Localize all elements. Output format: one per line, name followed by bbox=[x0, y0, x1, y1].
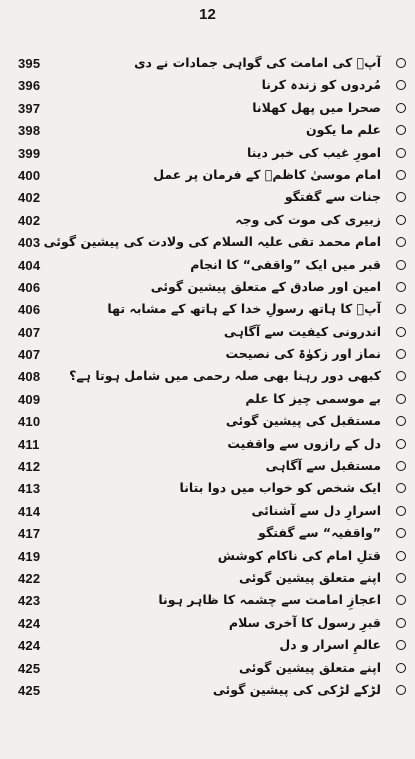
toc-page-number: 419 bbox=[18, 548, 41, 564]
bullet-circle-icon bbox=[396, 58, 406, 68]
toc-page-number: 395 bbox=[18, 56, 41, 71]
bullet-circle-icon bbox=[396, 461, 406, 471]
bullet-circle-icon bbox=[396, 685, 406, 695]
toc-page-number: 408 bbox=[18, 369, 41, 385]
toc-entry bbox=[0, 590, 415, 612]
toc-page-number: 396 bbox=[18, 78, 41, 94]
toc-title: قبرِ رسول کا آخری سلام bbox=[228, 614, 381, 630]
bullet-circle-icon bbox=[396, 528, 406, 538]
bullet-circle-icon bbox=[396, 573, 406, 583]
bullet-circle-icon bbox=[396, 282, 406, 292]
toc-title: آپؑ کا ہاتھ رسولِ خدا کے ہاتھ کے مشابہ تھا bbox=[107, 301, 381, 317]
bullet-circle-icon bbox=[396, 618, 406, 628]
toc-page-number: 398 bbox=[18, 123, 41, 139]
toc-title: اعجازِ امامت سے چشمہ کا ظاہر ہونا bbox=[158, 592, 381, 608]
bullet-circle-icon bbox=[396, 327, 406, 337]
toc-entry bbox=[0, 187, 415, 209]
bullet-circle-icon bbox=[396, 349, 406, 359]
bullet-circle-icon bbox=[396, 260, 406, 270]
toc-title: امین اور صادق کے متعلق پیشین گوئی bbox=[150, 278, 381, 294]
toc-entry bbox=[0, 635, 415, 657]
bullet-circle-icon bbox=[396, 215, 406, 225]
toc-page-number: 425 bbox=[18, 682, 41, 698]
toc-page-number: 402 bbox=[18, 190, 41, 206]
toc-title: اپنے متعلق پیشین گوئی bbox=[238, 659, 381, 675]
toc-page-number: 424 bbox=[18, 615, 41, 631]
page-number: 12 bbox=[199, 6, 216, 23]
toc-entry bbox=[0, 143, 415, 165]
toc-entry bbox=[0, 165, 415, 187]
toc-title: مستقبل سے آگاہی bbox=[265, 458, 381, 474]
toc-title: قبر میں ایک ”واقفی“ کا انجام bbox=[190, 256, 381, 272]
toc-page-number: 399 bbox=[18, 145, 41, 161]
toc-page-number: 424 bbox=[18, 638, 41, 654]
toc-entry bbox=[0, 120, 415, 142]
toc-page-number: 412 bbox=[18, 459, 41, 475]
toc-title: زبیری کی موت کی وجہ bbox=[235, 211, 381, 227]
toc-entry bbox=[0, 344, 415, 366]
bullet-circle-icon bbox=[396, 103, 406, 113]
toc-title: بے موسمی چیز کا علم bbox=[245, 390, 381, 406]
toc-entry bbox=[0, 456, 415, 478]
toc-title: مُردوں کو زندہ کرنا bbox=[261, 77, 381, 93]
toc-title: دل کے رازوں سے واقفیت bbox=[227, 435, 381, 451]
toc-entry bbox=[0, 98, 415, 120]
toc-page-number: 411 bbox=[18, 436, 40, 452]
toc-entry bbox=[0, 210, 415, 232]
toc-entry bbox=[0, 232, 415, 254]
toc-title: امام موسیٰ کاظمؑ کے فرمان پر عمل bbox=[153, 166, 381, 182]
bullet-circle-icon bbox=[396, 506, 406, 516]
toc-entry bbox=[0, 613, 415, 635]
toc-page-number: 403 bbox=[18, 235, 41, 251]
toc-title: مستقبل کی پیشین گوئی bbox=[225, 413, 381, 429]
bullet-circle-icon bbox=[396, 170, 406, 180]
toc-entry bbox=[0, 277, 415, 299]
toc-entry bbox=[0, 501, 415, 523]
bullet-circle-icon bbox=[396, 192, 406, 202]
toc-entry bbox=[0, 546, 415, 568]
toc-page-number: 422 bbox=[18, 570, 41, 586]
toc-entry bbox=[0, 389, 415, 411]
toc-page-number: 413 bbox=[18, 481, 41, 497]
toc-page-number: 417 bbox=[18, 526, 41, 542]
toc-page-number: 409 bbox=[18, 391, 41, 407]
toc-title: قتلِ امام کی ناکام کوشش bbox=[217, 547, 381, 563]
toc-title: ”واقفیہ“ سے گفتگو bbox=[258, 525, 381, 541]
bullet-circle-icon bbox=[396, 80, 406, 90]
toc-title: اسرارِ دل سے آشنائی bbox=[251, 502, 381, 518]
toc-entry bbox=[0, 434, 415, 456]
toc-entry bbox=[0, 75, 415, 97]
toc-entry bbox=[0, 411, 415, 433]
toc-title: عالمِ اسرار و دل bbox=[279, 637, 381, 653]
bullet-circle-icon bbox=[396, 125, 406, 135]
toc-page-number: 400 bbox=[18, 167, 41, 183]
toc-page-number: 402 bbox=[18, 212, 41, 228]
toc-entry bbox=[0, 255, 415, 277]
toc-title: اندرونی کیفیت سے آگاہی bbox=[223, 323, 381, 339]
bullet-circle-icon bbox=[396, 304, 406, 314]
toc-title: نماز اور زکوٰۃ کی نصیحت bbox=[225, 346, 381, 362]
toc-title: امام محمد تقی علیہ السلام کی ولادت کی پیشین گوئی bbox=[43, 234, 381, 250]
bullet-circle-icon bbox=[396, 595, 406, 605]
toc-title: صحرا میں پھل کھلانا bbox=[252, 99, 381, 115]
bullet-circle-icon bbox=[396, 148, 406, 158]
toc-entry bbox=[0, 478, 415, 500]
toc-title: ایک شخص کو خواب میں دوا بتانا bbox=[179, 480, 381, 496]
toc-entry bbox=[0, 366, 415, 388]
bullet-circle-icon bbox=[396, 663, 406, 673]
toc-page-number: 407 bbox=[18, 347, 41, 363]
bullet-circle-icon bbox=[396, 371, 406, 381]
toc-entry bbox=[0, 568, 415, 590]
toc-entry bbox=[0, 299, 415, 321]
toc-entry bbox=[0, 322, 415, 344]
bullet-circle-icon bbox=[396, 439, 406, 449]
bullet-circle-icon bbox=[396, 394, 406, 404]
toc-title: علم ما یکون bbox=[305, 122, 381, 138]
toc-entry bbox=[0, 658, 415, 680]
toc-title: آپؑ کی امامت کی گواہی جمادات نے دی bbox=[134, 55, 381, 70]
bullet-circle-icon bbox=[396, 640, 406, 650]
toc-page-number: 410 bbox=[18, 414, 41, 430]
toc-title: کبھی دور رہنا بھی صلہ رحمی میں شامل ہوتا ہے؟ bbox=[69, 368, 381, 384]
toc-entry bbox=[0, 53, 415, 75]
toc-title: اپنے متعلق پیشین گوئی bbox=[238, 569, 381, 585]
toc-page-number: 406 bbox=[18, 279, 41, 295]
toc-page-number: 414 bbox=[18, 503, 41, 519]
toc-page-number: 423 bbox=[18, 593, 41, 609]
toc-page-number: 397 bbox=[18, 100, 41, 116]
bullet-circle-icon bbox=[396, 483, 406, 493]
toc-title: امورِ غیب کی خبر دینا bbox=[246, 144, 381, 160]
bullet-circle-icon bbox=[396, 237, 406, 247]
toc-entry bbox=[0, 523, 415, 545]
toc-page-number: 407 bbox=[18, 324, 41, 340]
toc-page-number: 406 bbox=[18, 302, 41, 318]
bullet-circle-icon bbox=[396, 551, 406, 561]
bullet-circle-icon bbox=[396, 416, 406, 426]
toc-title: لڑکے لڑکی کی پیشین گوئی bbox=[212, 681, 381, 697]
toc-entry bbox=[0, 680, 415, 702]
toc-page-number: 404 bbox=[18, 257, 41, 273]
table-of-contents bbox=[0, 53, 415, 702]
toc-page-number: 425 bbox=[18, 660, 41, 676]
toc-title: جنات سے گفتگو bbox=[284, 189, 381, 205]
